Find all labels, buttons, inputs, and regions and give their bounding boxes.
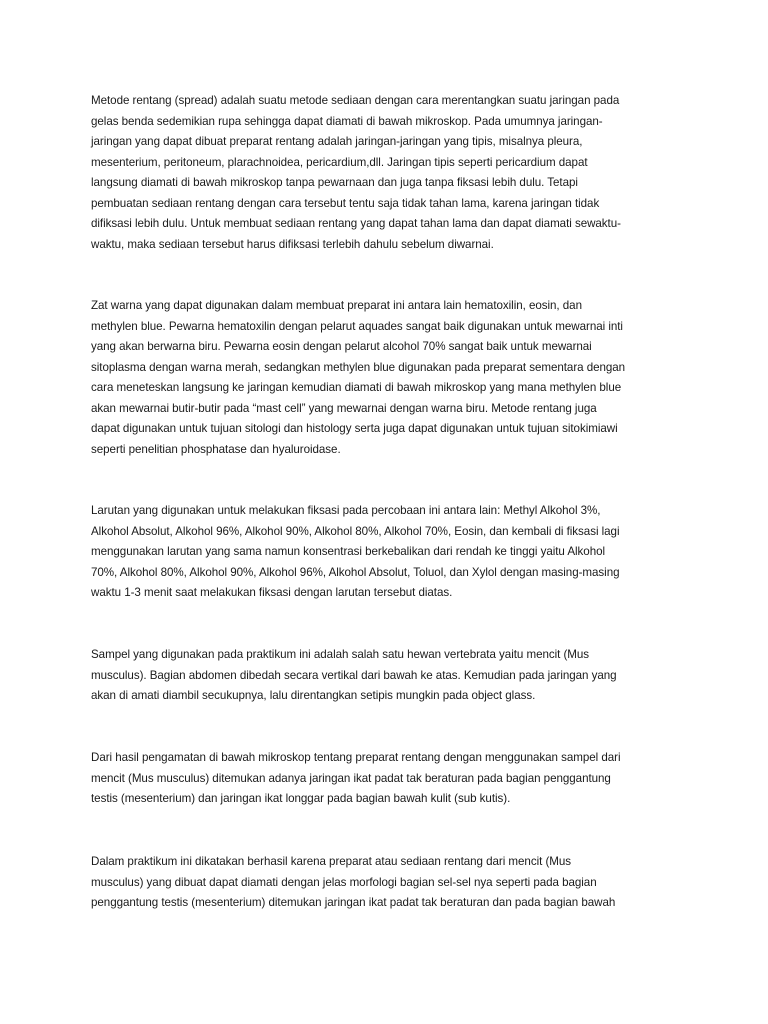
text-line: akan mewarnai butir-butir pada “mast cell” yang mewarnai dengan warna biru. Metode rentang juga <box>91 401 597 415</box>
text-line: Sampel yang digunakan pada praktikum ini adalah salah satu hewan vertebrata yaitu mencit (Mus <box>91 648 590 661</box>
text-line: sitoplasma dengan warna merah, sedangkan methylen blue digunakan pada preparat sementara dengan <box>91 360 626 374</box>
text-line: cara meneteskan langsung ke jaringan kemudian diamati di bawah mikroskop yang mana methylen blue <box>91 381 622 394</box>
paragraph-zat-warna <box>91 296 625 460</box>
text-line: seperti penelitian phosphatase dan hyaluroidase. <box>91 442 341 456</box>
paragraph-hasil-pengamatan <box>91 748 621 810</box>
text-line: 70%, Alkohol 80%, Alkohol 90%, Alkohol 96%, Alkohol Absolut, Toluol, dan Xylol dengan masing-masing <box>91 565 620 579</box>
paragraph-sampel <box>91 645 617 707</box>
text-line: dapat digunakan untuk tujuan sitologi dan histology serta juga dapat digunakan untuk tujuan sitokimiawi <box>91 422 618 435</box>
text-line: waktu 1-3 menit saat melakukan fiksasi dengan larutan tersebut diatas. <box>91 586 453 599</box>
paragraph-metode-rentang <box>91 91 621 255</box>
text-line: musculus). Bagian abdomen dibedah secara vertikal dari bawah ke atas. Kemudian pada jaringan yang <box>91 668 617 682</box>
text-line: difiksasi lebih dulu. Untuk membuat sediaan rentang yang dapat tahan lama dan dapat diamati sewaktu- <box>91 217 621 230</box>
text-line: yang akan berwarna biru. Pewarna eosin dengan pelarut alcohol 70% sangat baik untuk mewarnai <box>91 340 592 353</box>
text-line: penggantung testis (mesenterium) ditemukan jaringan ikat padat tak beraturan dan pada bagian bawah <box>91 896 616 909</box>
text-line: Dari hasil pengamatan di bawah mikroskop tentang preparat rentang dengan menggunakan sampel dari <box>91 751 621 764</box>
text-line: mesenterium, peritoneum, plarachnoidea, pericardium,dll. Jaringan tipis seperti pericardium dapat <box>91 155 588 169</box>
text-line: Dalam praktikum ini dikatakan berhasil karena preparat atau sediaan rentang dari mencit (Mus <box>91 855 572 868</box>
text-line: Larutan yang digunakan untuk melakukan fiksasi pada percobaan ini antara lain: Methyl Alkohol 3%, <box>91 504 601 517</box>
text-line: Alkohol Absolut, Alkohol 96%, Alkohol 90%, Alkohol 80%, Alkohol 70%, Eosin, dan kembali di fiksasi lagi <box>91 524 620 538</box>
text-line: waktu, maka sediaan tersebut harus difiksasi terlebih dahulu sebelum diwarnai. <box>91 237 494 251</box>
text-line: jaringan yang dapat dibuat preparat rentang adalah jaringan-jaringan yang tipis, misalnya pleura, <box>91 135 583 148</box>
text-line: Metode rentang (spread) adalah suatu metode sediaan dengan cara merentangkan suatu jaringan pada <box>91 94 620 107</box>
text-line: methylen blue. Pewarna hematoxilin dengan pelarut aquades sangat baik digunakan untuk mewarnai inti <box>91 319 623 333</box>
text-line: mencit (Mus musculus) ditemukan adanya jaringan ikat padat tak beraturan pada bagian penggantung <box>91 771 611 785</box>
text-line: Zat warna yang dapat digunakan dalam membuat preparat ini antara lain hematoxilin, eosin, dan <box>91 299 582 312</box>
text-line: langsung diamati di bawah mikroskop tanpa pewarnaan dan juga tanpa fiksasi lebih dulu. Tetapi <box>91 176 578 189</box>
paragraph-larutan-fiksasi <box>91 501 620 604</box>
text-line: testis (mesenterium) dan jaringan ikat longgar pada bagian bawah kulit (sub kutis). <box>91 792 511 805</box>
text-line: gelas benda sedemikian rupa sehingga dapat diamati di bawah mikroskop. Pada umumnya jaringan- <box>91 114 603 128</box>
text-line: musculus) yang dibuat dapat diamati dengan jelas morfologi bagian sel-sel nya seperti pada bagian <box>91 875 597 889</box>
text-line: menggunakan larutan yang sama namun konsentrasi berkebalikan dari rendah ke tinggi yaitu Alkohol <box>91 545 606 558</box>
text-line: akan di amati diambil secukupnya, lalu direntangkan setipis mungkin pada object glass. <box>91 689 536 702</box>
paragraph-kesimpulan <box>91 852 615 914</box>
text-line: pembuatan sediaan rentang dengan cara tersebut tentu saja tidak tahan lama, karena jaringan tidak <box>91 196 600 210</box>
